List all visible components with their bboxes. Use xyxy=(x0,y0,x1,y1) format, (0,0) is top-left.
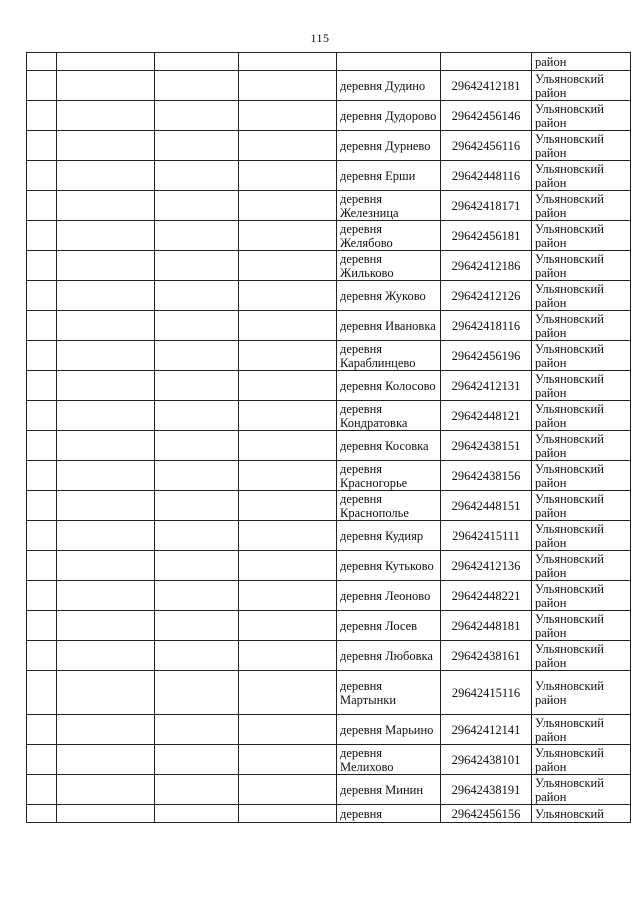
cell-index xyxy=(27,581,57,611)
cell-blank xyxy=(57,611,155,641)
cell-code: 29642448221 xyxy=(441,581,532,611)
cell-district: Ульяновский район xyxy=(532,71,631,101)
cell-blank xyxy=(57,521,155,551)
cell-index xyxy=(27,461,57,491)
cell-locality: деревня Дудорово xyxy=(337,101,441,131)
cell-blank xyxy=(57,101,155,131)
cell-blank xyxy=(239,341,337,371)
cell-code: 29642448121 xyxy=(441,401,532,431)
cell-blank xyxy=(57,581,155,611)
cell-blank xyxy=(155,715,239,745)
table-row xyxy=(27,805,631,823)
cell-code: 29642412181 xyxy=(441,71,532,101)
table-row xyxy=(27,53,631,71)
cell-blank xyxy=(239,641,337,671)
cell-index xyxy=(27,745,57,775)
cell-locality: деревня Лосев xyxy=(337,611,441,641)
cell-index xyxy=(27,491,57,521)
table-body xyxy=(27,53,631,823)
table-row xyxy=(27,71,631,101)
cell-blank xyxy=(239,775,337,805)
cell-index xyxy=(27,251,57,281)
cell-code: 29642448181 xyxy=(441,611,532,641)
cell-blank xyxy=(57,71,155,101)
cell-locality: деревня Железница xyxy=(337,191,441,221)
cell-locality: деревня Жильково xyxy=(337,251,441,281)
cell-blank xyxy=(57,191,155,221)
cell-blank xyxy=(155,251,239,281)
cell-index xyxy=(27,281,57,311)
cell-blank xyxy=(57,131,155,161)
cell-index xyxy=(27,71,57,101)
cell-index xyxy=(27,551,57,581)
cell-locality: деревня Ерши xyxy=(337,161,441,191)
cell-district: район xyxy=(532,53,631,71)
cell-locality: деревня Жуково xyxy=(337,281,441,311)
cell-blank xyxy=(57,371,155,401)
cell-index xyxy=(27,715,57,745)
cell-index xyxy=(27,311,57,341)
table-row xyxy=(27,551,631,581)
table-row xyxy=(27,371,631,401)
cell-blank xyxy=(239,401,337,431)
cell-index xyxy=(27,53,57,71)
table-row xyxy=(27,431,631,461)
cell-locality: деревня Колосово xyxy=(337,371,441,401)
cell-blank xyxy=(57,53,155,71)
cell-locality: деревня Ивановка xyxy=(337,311,441,341)
table-row xyxy=(27,775,631,805)
table-row xyxy=(27,341,631,371)
cell-blank xyxy=(239,671,337,715)
cell-blank xyxy=(155,431,239,461)
cell-district: Ульяновский район xyxy=(532,221,631,251)
cell-blank xyxy=(155,191,239,221)
cell-district: Ульяновский район xyxy=(532,581,631,611)
cell-code: 29642456181 xyxy=(441,221,532,251)
cell-code: 29642412131 xyxy=(441,371,532,401)
cell-blank xyxy=(155,341,239,371)
cell-blank xyxy=(155,521,239,551)
cell-index xyxy=(27,191,57,221)
cell-district: Ульяновский район xyxy=(532,341,631,371)
table-row xyxy=(27,251,631,281)
cell-code: 29642456196 xyxy=(441,341,532,371)
cell-blank xyxy=(57,461,155,491)
cell-code: 29642438191 xyxy=(441,775,532,805)
cell-district: Ульяновский район xyxy=(532,371,631,401)
table-row xyxy=(27,101,631,131)
cell-blank xyxy=(57,251,155,281)
cell-district: Ульяновский район xyxy=(532,641,631,671)
cell-index xyxy=(27,341,57,371)
cell-blank xyxy=(239,101,337,131)
table-row xyxy=(27,611,631,641)
cell-locality: деревня Марьино xyxy=(337,715,441,745)
table-row xyxy=(27,521,631,551)
cell-blank xyxy=(239,221,337,251)
cell-blank xyxy=(57,341,155,371)
cell-locality: деревня Кудияр xyxy=(337,521,441,551)
cell-blank xyxy=(155,161,239,191)
cell-blank xyxy=(239,53,337,71)
cell-index xyxy=(27,371,57,401)
table-row xyxy=(27,131,631,161)
cell-blank xyxy=(239,581,337,611)
table-row xyxy=(27,641,631,671)
cell-blank xyxy=(239,311,337,341)
cell-blank xyxy=(239,131,337,161)
table-row xyxy=(27,581,631,611)
cell-locality: деревня Кондратовка xyxy=(337,401,441,431)
cell-locality: деревня Дудино xyxy=(337,71,441,101)
cell-blank xyxy=(57,805,155,823)
cell-district: Ульяновский район xyxy=(532,101,631,131)
cell-code: 29642438151 xyxy=(441,431,532,461)
cell-blank xyxy=(239,461,337,491)
cell-blank xyxy=(57,775,155,805)
cell-blank xyxy=(57,431,155,461)
cell-blank xyxy=(239,745,337,775)
cell-blank xyxy=(155,371,239,401)
cell-code: 29642448116 xyxy=(441,161,532,191)
cell-blank xyxy=(239,805,337,823)
cell-code: 29642418171 xyxy=(441,191,532,221)
cell-blank xyxy=(155,641,239,671)
cell-district: Ульяновский район xyxy=(532,611,631,641)
table-row xyxy=(27,281,631,311)
cell-locality: деревня xyxy=(337,805,441,823)
cell-blank xyxy=(155,671,239,715)
cell-index xyxy=(27,431,57,461)
cell-index xyxy=(27,161,57,191)
cell-code: 29642412141 xyxy=(441,715,532,745)
cell-blank xyxy=(155,53,239,71)
cell-blank xyxy=(57,491,155,521)
cell-index xyxy=(27,611,57,641)
cell-blank xyxy=(57,311,155,341)
cell-blank xyxy=(239,71,337,101)
cell-blank xyxy=(239,431,337,461)
cell-district: Ульяновский район xyxy=(532,491,631,521)
cell-blank xyxy=(155,71,239,101)
cell-blank xyxy=(239,521,337,551)
table-row xyxy=(27,491,631,521)
cell-blank xyxy=(57,221,155,251)
cell-locality: деревня Кутьково xyxy=(337,551,441,581)
cell-blank xyxy=(239,371,337,401)
cell-locality: деревня Караблинцево xyxy=(337,341,441,371)
locality-registry-table xyxy=(26,52,631,823)
cell-locality: деревня Желябово xyxy=(337,221,441,251)
cell-district: Ульяновский район xyxy=(532,521,631,551)
cell-blank xyxy=(57,715,155,745)
cell-blank xyxy=(155,101,239,131)
cell-district: Ульяновский район xyxy=(532,431,631,461)
cell-district: Ульяновский район xyxy=(532,311,631,341)
cell-district: Ульяновский район xyxy=(532,401,631,431)
cell-locality: деревня Любовка xyxy=(337,641,441,671)
cell-index xyxy=(27,101,57,131)
cell-blank xyxy=(155,461,239,491)
cell-index xyxy=(27,775,57,805)
table-row xyxy=(27,221,631,251)
cell-locality: деревня Косовка xyxy=(337,431,441,461)
cell-blank xyxy=(155,805,239,823)
cell-code: 29642412136 xyxy=(441,551,532,581)
cell-blank xyxy=(155,551,239,581)
cell-district: Ульяновский район xyxy=(532,551,631,581)
cell-district: Ульяновский район xyxy=(532,281,631,311)
cell-index xyxy=(27,641,57,671)
cell-locality: деревня Краснополье xyxy=(337,491,441,521)
cell-district: Ульяновский район xyxy=(532,715,631,745)
table-row xyxy=(27,671,631,715)
cell-index xyxy=(27,671,57,715)
cell-district: Ульяновский район xyxy=(532,191,631,221)
cell-blank xyxy=(239,491,337,521)
cell-district: Ульяновский район xyxy=(532,251,631,281)
cell-blank xyxy=(155,611,239,641)
cell-district: Ульяновский район xyxy=(532,671,631,715)
cell-blank xyxy=(155,401,239,431)
cell-index xyxy=(27,131,57,161)
page-number: 115 xyxy=(310,31,330,45)
cell-blank xyxy=(57,671,155,715)
cell-blank xyxy=(57,281,155,311)
cell-blank xyxy=(155,131,239,161)
cell-code: 29642412126 xyxy=(441,281,532,311)
cell-code: 29642456146 xyxy=(441,101,532,131)
cell-locality: деревня Мелихово xyxy=(337,745,441,775)
cell-blank xyxy=(155,311,239,341)
table-row xyxy=(27,745,631,775)
table-row xyxy=(27,161,631,191)
cell-blank xyxy=(57,551,155,581)
cell-locality: деревня Леоново xyxy=(337,581,441,611)
cell-index xyxy=(27,401,57,431)
cell-code: 29642456156 xyxy=(441,805,532,823)
cell-code: 29642438161 xyxy=(441,641,532,671)
cell-code: 29642412186 xyxy=(441,251,532,281)
table-row xyxy=(27,715,631,745)
cell-blank xyxy=(239,281,337,311)
cell-code: 29642456116 xyxy=(441,131,532,161)
table-row xyxy=(27,401,631,431)
cell-blank xyxy=(155,281,239,311)
cell-index xyxy=(27,521,57,551)
cell-blank xyxy=(155,745,239,775)
cell-blank xyxy=(57,161,155,191)
cell-locality: деревня Минин xyxy=(337,775,441,805)
cell-locality: деревня Дурнево xyxy=(337,131,441,161)
cell-locality: деревня Мартынки xyxy=(337,671,441,715)
cell-district: Ульяновский xyxy=(532,805,631,823)
cell-blank xyxy=(239,611,337,641)
cell-code: 29642448151 xyxy=(441,491,532,521)
cell-index xyxy=(27,221,57,251)
cell-code: 29642418116 xyxy=(441,311,532,341)
cell-blank xyxy=(239,191,337,221)
cell-district: Ульяновский район xyxy=(532,745,631,775)
cell-blank xyxy=(239,715,337,745)
cell-blank xyxy=(57,745,155,775)
table-row xyxy=(27,461,631,491)
cell-locality xyxy=(337,53,441,71)
cell-blank xyxy=(57,401,155,431)
cell-locality: деревня Красногорье xyxy=(337,461,441,491)
cell-blank xyxy=(155,221,239,251)
cell-blank xyxy=(239,161,337,191)
cell-blank xyxy=(239,251,337,281)
cell-index xyxy=(27,805,57,823)
cell-district: Ульяновский район xyxy=(532,775,631,805)
cell-code: 29642415111 xyxy=(441,521,532,551)
cell-code xyxy=(441,53,532,71)
cell-district: Ульяновский район xyxy=(532,131,631,161)
cell-code: 29642415116 xyxy=(441,671,532,715)
table-row xyxy=(27,311,631,341)
cell-blank xyxy=(155,491,239,521)
cell-district: Ульяновский район xyxy=(532,161,631,191)
cell-blank xyxy=(155,775,239,805)
table-row xyxy=(27,191,631,221)
cell-code: 29642438156 xyxy=(441,461,532,491)
cell-blank xyxy=(155,581,239,611)
cell-code: 29642438101 xyxy=(441,745,532,775)
cell-district: Ульяновский район xyxy=(532,461,631,491)
cell-blank xyxy=(57,641,155,671)
cell-blank xyxy=(239,551,337,581)
